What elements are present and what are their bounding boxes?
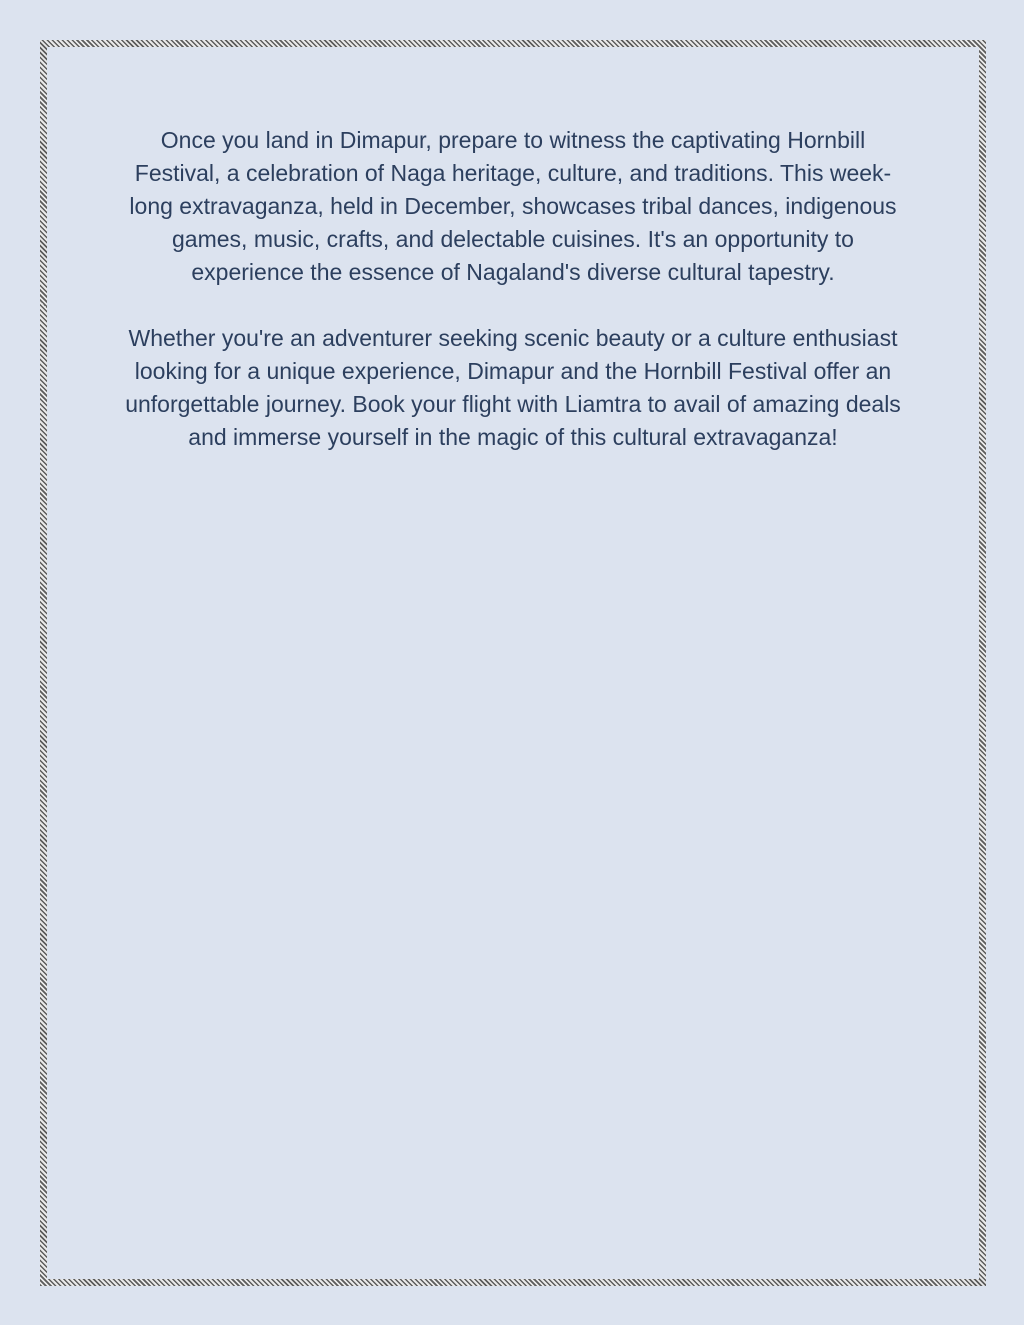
page-content — [47, 47, 979, 1279]
paragraph-book-flight: Whether you're an adventurer seeking scenic beauty or a culture enthusiast looking for a unique experience, Dimapur and the Hornbill Festival offer an unforgettable journey. Book your flight with Liamtra to avail of amazing deals and immerse yourself in the magic of this cultural extravaganza! — [125, 325, 901, 450]
paragraph-hornbill-festival: Once you land in Dimapur, prepare to witness the captivating Hornbill Festival, a celebration of Naga heritage, culture, and traditions. This week-long extravaganza, held in December, showcases tribal dances, indigenous games, music, crafts, and delectable cuisines. It's an opportunity to experience the essence of Nagaland's diverse cultural tapestry. — [129, 127, 897, 285]
page-border — [40, 40, 986, 1286]
